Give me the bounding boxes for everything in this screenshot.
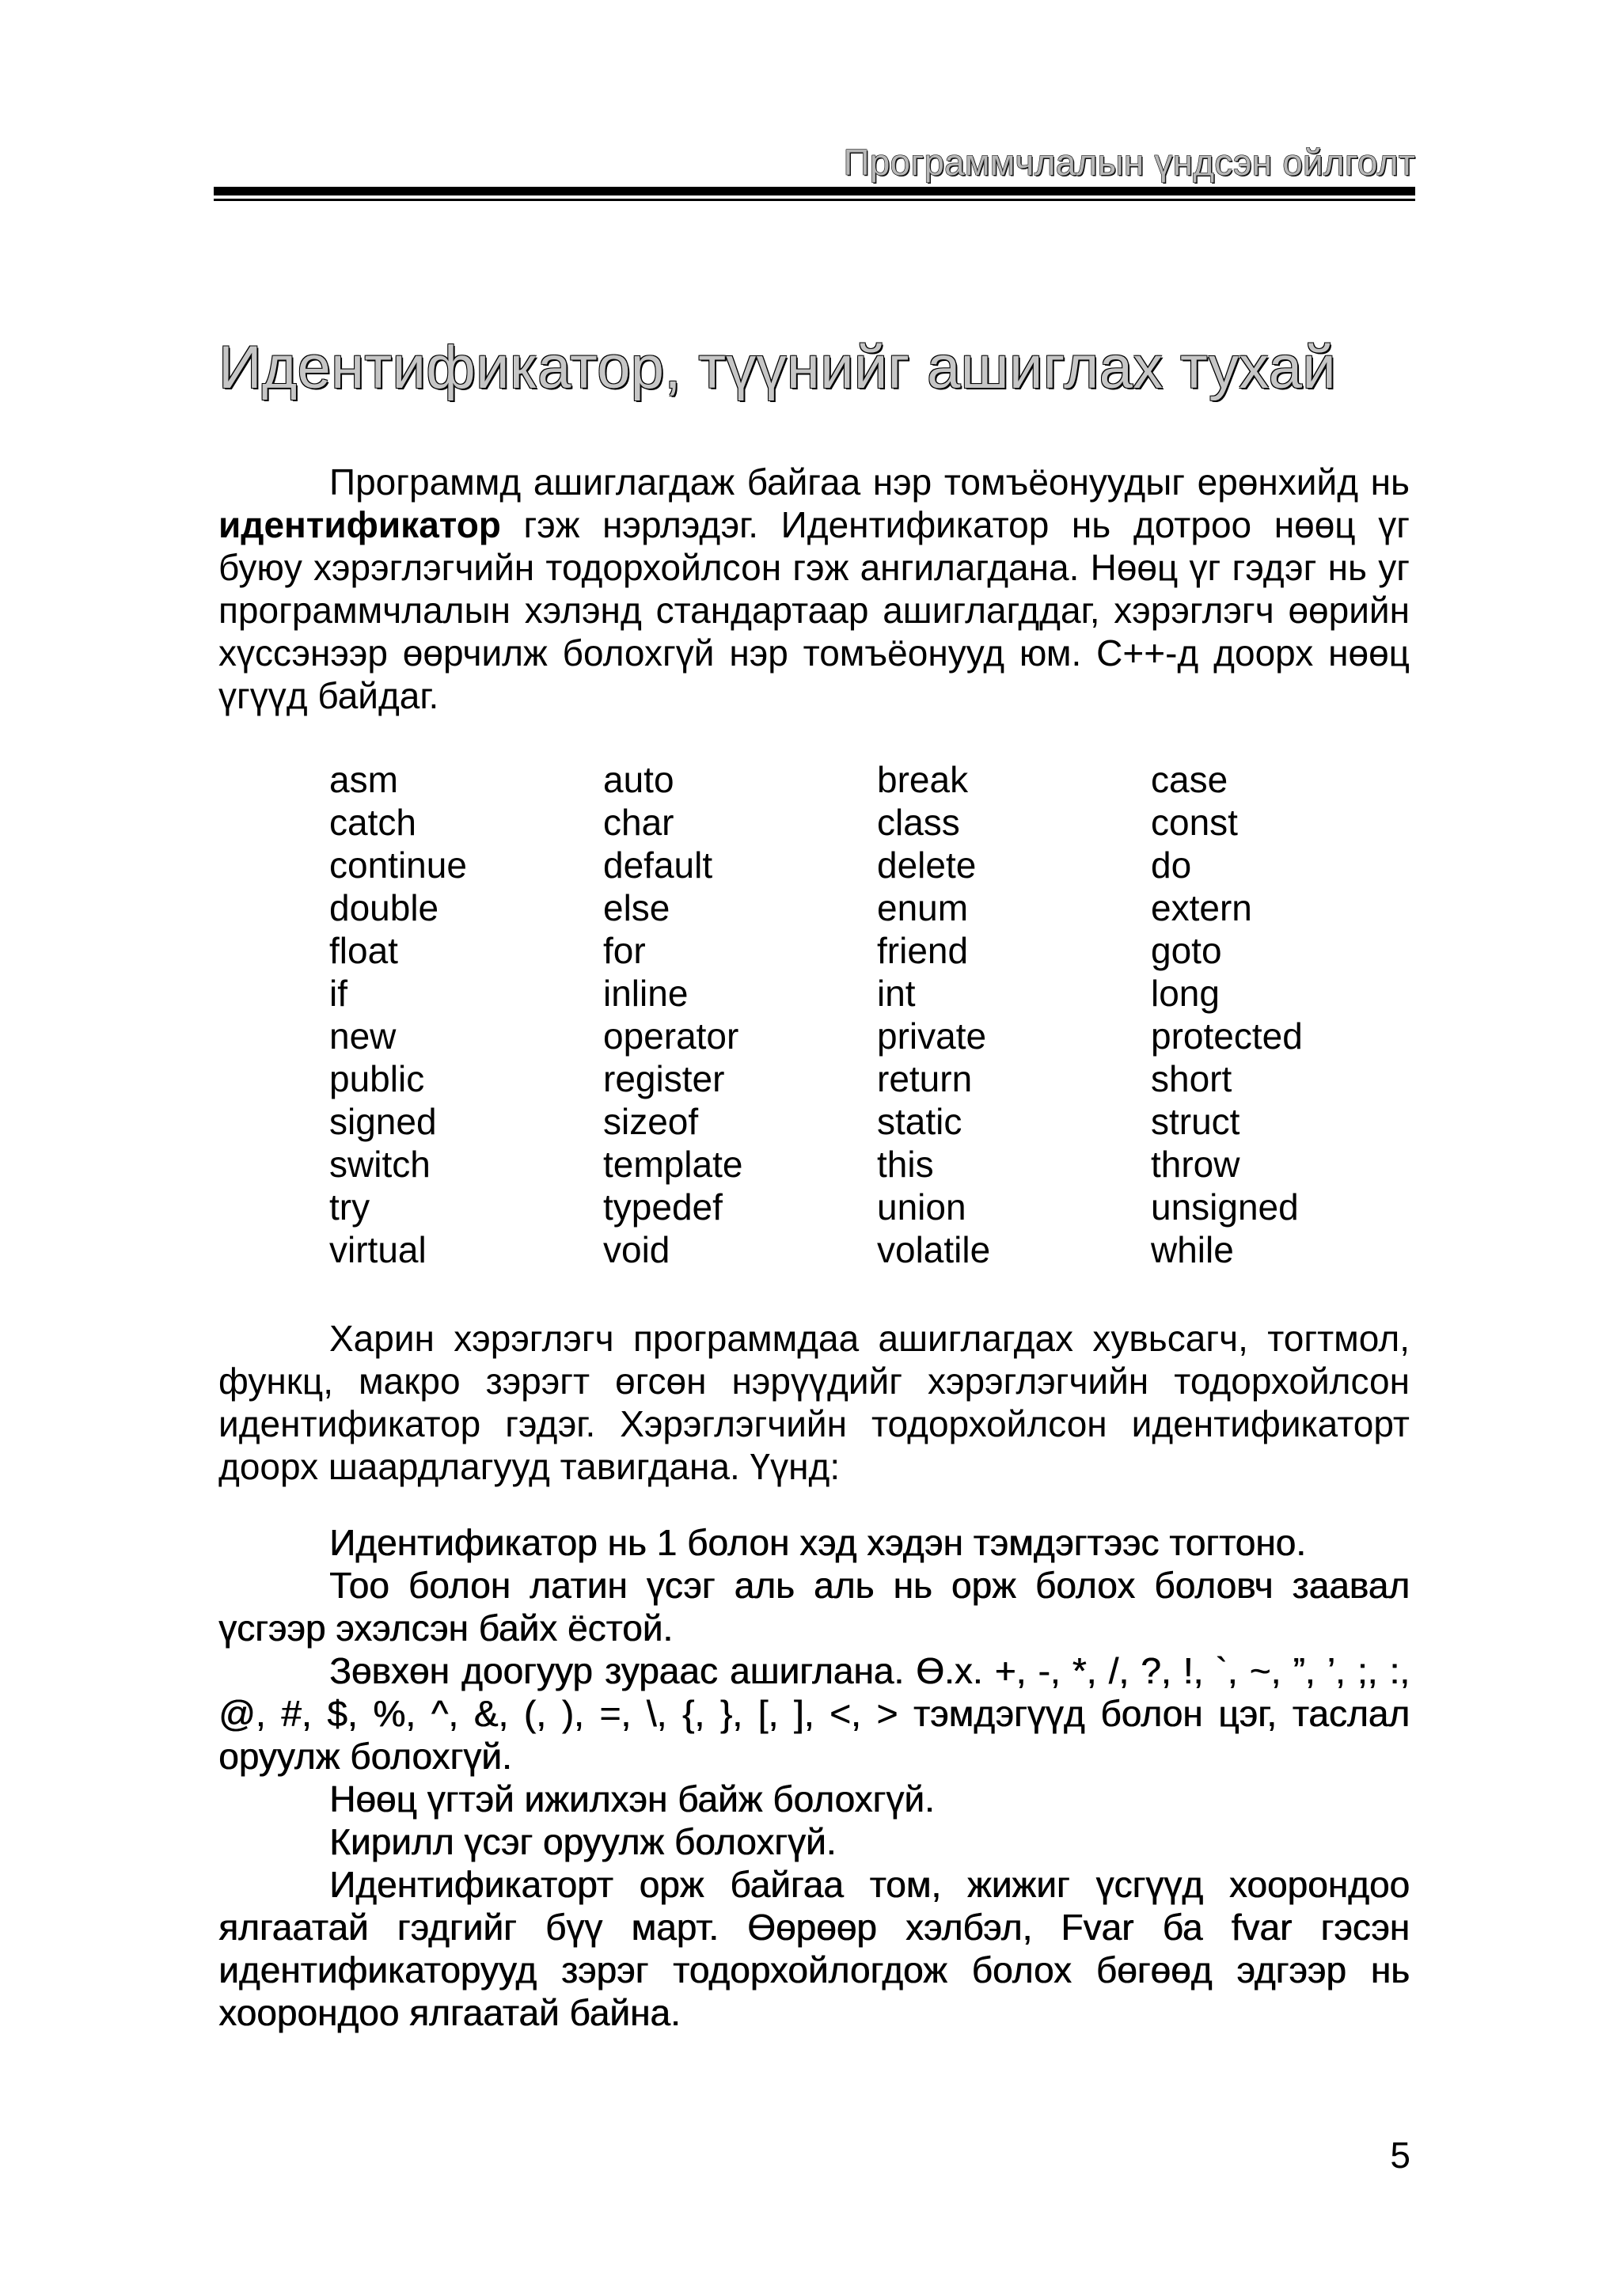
identifier-rules [218, 1521, 1410, 2034]
keyword-cell: long [1151, 973, 1220, 1014]
rule-item: Зөвхөн доогуур зураас ашиглана. Ө.х. +, -, *, /, ?, !, `, ~, ”, ’, ;, :, @, #, $, %, ^, &, (, ), =, \, {, }, [, ], <, > тэмдэгүүд болон цэг, таслал оруулж болохгүй. [218, 1650, 1410, 1777]
keyword-cell: catch [329, 802, 416, 843]
keyword-cell: float [329, 930, 398, 971]
intro-text-start: Программд ашиглагдаж байгаа нэр томъёонуудыг ерөнхийд нь [329, 461, 1410, 503]
keyword-row [329, 1057, 1404, 1100]
rule-item: Идентификатор нь 1 болон хэд хэдэн тэмдэгтээс тогтоно. [329, 1522, 1306, 1563]
keyword-cell: case [1151, 759, 1228, 800]
keyword-cell: int [877, 973, 916, 1014]
intro-key-term: идентификатор [218, 504, 501, 545]
keyword-row [329, 758, 1404, 801]
page-number: 5 [1390, 2135, 1410, 2176]
rule-item: Нөөц үгтэй ижилхэн байж болохгүй. [329, 1778, 935, 1820]
intro-paragraph [218, 461, 1410, 717]
user-defined-paragraph: Харин хэрэглэгч программдаа ашиглагдах хувьсагч, тогтмол, функц, макро зэрэгт өгсөн нэрүүдийг хэрэглэгчийн тодорхойлсон идентификатор гэдэг. Хэрэглэгчийн тодорхойлсон идентификаторт доорх шаардлагууд тавигдана. Үүнд: [218, 1318, 1410, 1487]
keyword-cell: register [603, 1058, 725, 1099]
keyword-cell: typedef [603, 1186, 723, 1228]
keyword-cell: throw [1151, 1144, 1240, 1185]
keyword-row [329, 1186, 1404, 1228]
keyword-cell: switch [329, 1144, 431, 1185]
reserved-keywords-body [329, 758, 1404, 1271]
keyword-cell: try [329, 1186, 370, 1228]
keyword-cell: class [877, 802, 960, 843]
keyword-cell: template [603, 1144, 743, 1185]
keyword-cell: return [877, 1058, 973, 1099]
keyword-cell: delete [877, 844, 977, 886]
keyword-cell: double [329, 887, 439, 928]
keyword-row [329, 1143, 1404, 1186]
rule-item: Тоо болон латин үсэг аль аль нь орж болох боловч заавал үсгээр эхэлсэн байх ёстой. [218, 1565, 1410, 1649]
keyword-cell: inline [603, 973, 689, 1014]
rule-item: Идентификаторт орж байгаа том, жижиг үсгүүд хоорондоо ялгаатай гэдгийг бүү март. Өөрөөр хэлбэл, Fvar ба fvar гэсэн идентификаторууд зэрэг тодорхойлогдож болох бөгөөд эдгээр нь хоорондоо ялгаатай байна. [218, 1864, 1410, 2033]
keyword-cell: extern [1151, 887, 1252, 928]
keyword-cell: this [877, 1144, 934, 1185]
keyword-cell: unsigned [1151, 1186, 1299, 1228]
keyword-cell: signed [329, 1101, 437, 1142]
running-header: Программчлалын үндсэн ойлголт [843, 142, 1415, 183]
keyword-cell: asm [329, 759, 398, 800]
keyword-cell: public [329, 1058, 425, 1099]
header-rule-thick [214, 187, 1415, 195]
keyword-cell: void [603, 1229, 670, 1270]
keyword-cell: sizeof [603, 1101, 699, 1142]
keyword-cell: auto [603, 759, 674, 800]
keyword-cell: volatile [877, 1229, 991, 1270]
keyword-cell: new [329, 1015, 397, 1057]
keyword-cell: for [603, 930, 646, 971]
keyword-cell: while [1151, 1229, 1234, 1270]
keyword-cell: operator [603, 1015, 739, 1057]
keyword-cell: do [1151, 844, 1192, 886]
keyword-row [329, 1015, 1404, 1057]
header-rule-thin [214, 199, 1415, 201]
keyword-cell: virtual [329, 1229, 427, 1270]
keyword-row [329, 801, 1404, 844]
keyword-cell: union [877, 1186, 966, 1228]
keyword-cell: if [329, 973, 347, 1014]
intro-text-end: гэж нэрлэдэг. Идентификатор нь дотроо нөөц үг буюу хэрэглэгчийн тодорхойлсон гэж ангилагдана. Нөөц үг гэдэг нь уг программчлалын хэлэнд стандартаар ашиглагддаг, хэрэглэгч өөрийн хүссэнээр өөрчилж болохгүй нэр томъёонууд юм. C++-д доорх нөөц үгүүд байдаг. [218, 504, 1410, 716]
keyword-cell: default [603, 844, 713, 886]
keyword-row [329, 972, 1404, 1015]
chapter-title: Идентификатор, түүнийг ашиглах тухай [218, 334, 1337, 401]
rule-item: Кирилл үсэг оруулж болохгүй. [329, 1821, 837, 1862]
keyword-cell: short [1151, 1058, 1232, 1099]
keyword-cell: const [1151, 802, 1238, 843]
keyword-cell: char [603, 802, 674, 843]
keyword-cell: struct [1151, 1101, 1240, 1142]
keyword-cell: protected [1151, 1015, 1303, 1057]
keyword-cell: goto [1151, 930, 1222, 971]
keyword-cell: continue [329, 844, 467, 886]
reserved-keywords-table [329, 758, 1404, 1271]
keyword-row [329, 886, 1404, 929]
keyword-cell: private [877, 1015, 987, 1057]
keyword-cell: enum [877, 887, 969, 928]
keyword-row [329, 1228, 1404, 1271]
keyword-row [329, 1100, 1404, 1143]
keyword-cell: static [877, 1101, 962, 1142]
keyword-row [329, 929, 1404, 972]
keyword-cell: break [877, 759, 969, 800]
keyword-cell: else [603, 887, 670, 928]
keyword-cell: friend [877, 930, 969, 971]
keyword-row [329, 844, 1404, 886]
